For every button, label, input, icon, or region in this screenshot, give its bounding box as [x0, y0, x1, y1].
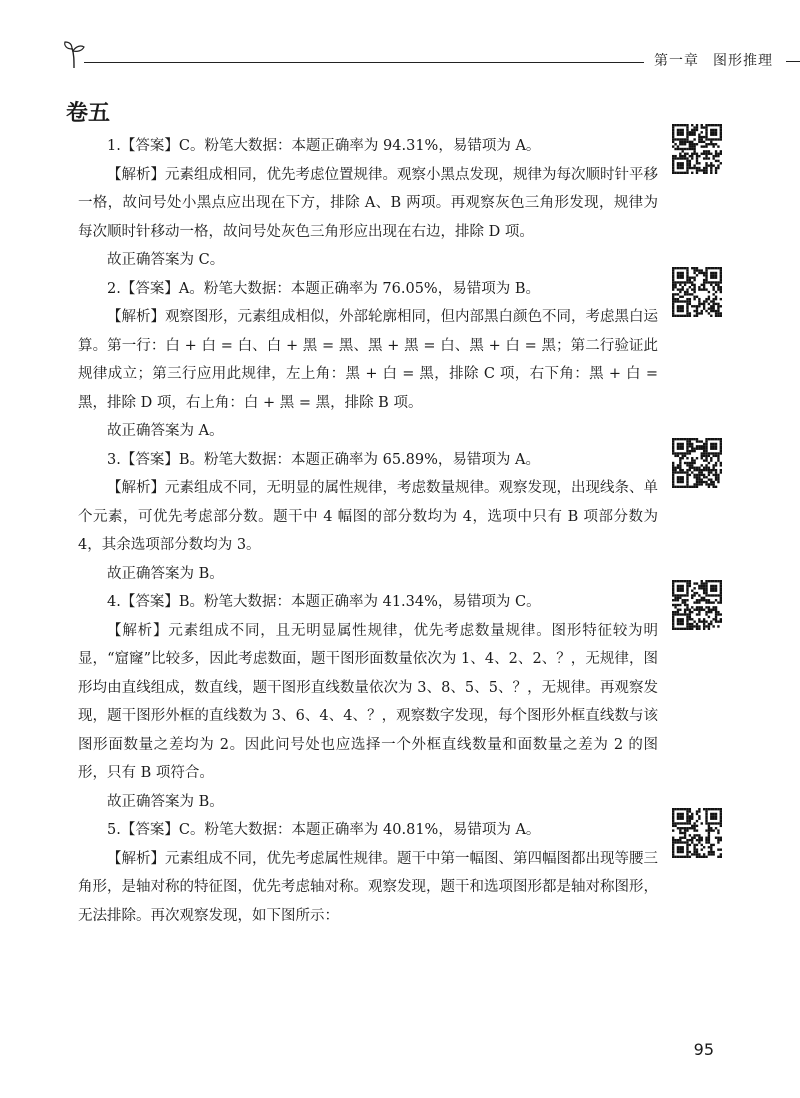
analysis-tag: 【解析】 [107, 166, 165, 183]
answer-text: C。粉笔大数据：本题正确率为 94.31%，易错项为 A。 [178, 138, 541, 154]
analysis-tag: 【解析】 [107, 622, 169, 639]
analysis-paragraph [78, 617, 658, 788]
answer-tag: 【答案】 [120, 138, 179, 154]
answer-content [78, 132, 658, 930]
analysis-tag: 【解析】 [107, 309, 165, 325]
analysis-paragraph [78, 845, 658, 931]
answer-tag: 【答案】 [120, 594, 179, 610]
section-label: 图形推理 [713, 53, 773, 69]
question-number: 1. [107, 138, 121, 154]
analysis-paragraph [78, 474, 658, 560]
answer-line [78, 275, 658, 304]
running-head [654, 50, 800, 70]
answer-line [78, 816, 658, 845]
conclusion-line: 故正确答案为 B。 [107, 793, 224, 810]
qr-code-icon [672, 124, 724, 176]
question-number: 3. [107, 451, 121, 468]
analysis-text: 元素组成不同，无明显的属性规律，考虑数量规律。观察发现，出现线条、单个元素，可优先考虑部分数。题干中 4 幅图的部分数均为 4，选项中只有 B 项部分数为 4，其余选项部分数均为 3。 [78, 480, 658, 553]
answer-line [78, 446, 658, 475]
analysis-text: 观察图形，元素组成相似，外部轮廓相同，但内部黑白颜色不同，考虑黑白运算。第一行：白 + 白 = 白、白 + 黑 = 黑、黑 + 黑 = 白、黑 + 白 = 黑；第二行验证此规律成立；第三行应用此规律，左上角：黑 + 白 = 黑，排除 C 项，右下角：黑 + 白 = 黑，排除 D 项，右上角：白 + 黑 = 黑，排除 B 项。 [78, 309, 658, 411]
qr-code-icon [672, 580, 724, 632]
question-number: 2. [107, 280, 121, 297]
answer-tag: 【答案】 [120, 451, 179, 468]
qr-code-icon [672, 438, 724, 490]
answer-line [78, 588, 658, 617]
qr-code-icon [672, 808, 724, 860]
analysis-tag: 【解析】 [107, 480, 165, 496]
answer-line [78, 132, 658, 161]
answer-text: A。粉笔大数据：本题正确率为 76.05%，易错项为 B。 [178, 280, 540, 297]
chapter-label: 第一章 [654, 53, 699, 69]
page-header [62, 40, 774, 70]
answer-tag: 【答案】 [120, 280, 179, 297]
conclusion-line: 故正确答案为 B。 [107, 565, 224, 582]
header-rule-tail [786, 61, 800, 62]
question-number: 4. [107, 594, 121, 610]
answer-tag: 【答案】 [120, 822, 179, 838]
question-number: 5. [107, 822, 121, 838]
answer-text: C。粉笔大数据：本题正确率为 40.81%，易错项为 A。 [178, 822, 541, 838]
analysis-paragraph [78, 161, 658, 247]
page-number: 95 [693, 1040, 714, 1059]
answer-text: B。粉笔大数据：本题正确率为 41.34%，易错项为 C。 [178, 594, 541, 610]
analysis-tag: 【解析】 [107, 850, 165, 867]
answer-text: B。粉笔大数据：本题正确率为 65.89%，易错项为 A。 [178, 451, 540, 468]
qr-code-icon [672, 267, 724, 319]
conclusion-line: 故正确答案为 C。 [107, 252, 225, 268]
sprout-icon [62, 40, 88, 70]
analysis-text: 元素组成相同，优先考虑位置规律。观察小黑点发现，规律为每次顺时针平移一格，故问号处小黑点应出现在下方，排除 A、B 两项。再观察灰色三角形发现，规律为每次顺时针移动一格，故问号处灰色三角形应出现在右边，排除 D 项。 [78, 166, 658, 240]
analysis-paragraph [78, 303, 658, 417]
header-rule [84, 62, 644, 63]
section-title: 卷五 [66, 101, 111, 126]
analysis-text: 元素组成不同，优先考虑属性规律。题干中第一幅图、第四幅图都出现等腰三角形，是轴对称的特征图，优先考虑轴对称。观察发现，题干和选项图形都是轴对称图形，无法排除。再次观察发现，如下图所示： [78, 850, 658, 924]
conclusion-line: 故正确答案为 A。 [107, 423, 224, 439]
analysis-text: 元素组成不同，且无明显属性规律，优先考虑数量规律。图形特征较为明显，“窟窿”比较多，因此考虑数面，题干图形面数量依次为 1、4、2、2、？，无规律，图形均由直线组成，数直线，题干图形直线数量依次为 3、8、5、5、？，无规律。再观察发现，题干图形外框的直线数为 3、6、4、4、？，观察数字发现，每个图形外框直线数与该图形面数量之差均为 2。因此问号处也应选择一个外框直线数量和面数量之差为 2 的图形，只有 B 项符合。 [78, 622, 659, 781]
